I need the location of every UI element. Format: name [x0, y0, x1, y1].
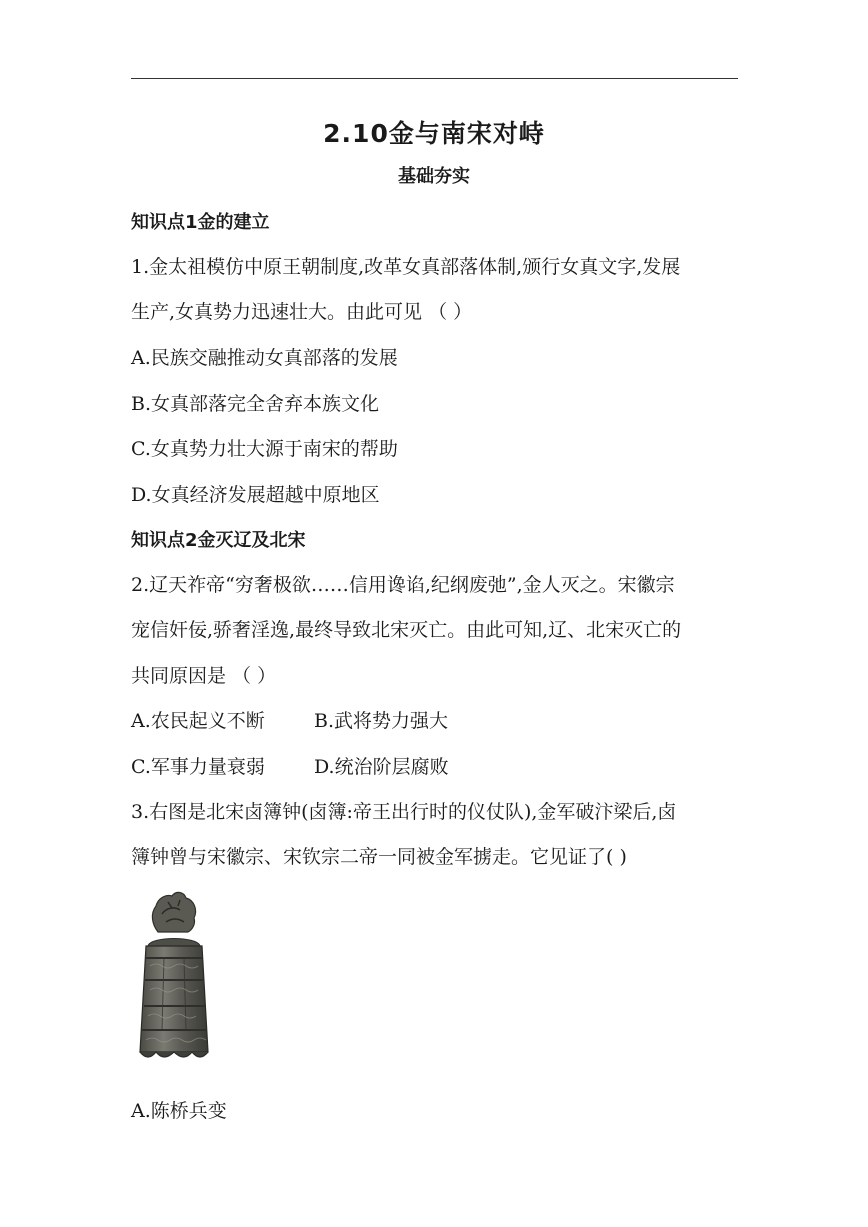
q1-stem-line1: 1.金太祖模仿中原王朝制度,改革女真部落体制,颁行女真文字,发展 — [131, 256, 681, 278]
q3-stem-line2: 簿钟曾与宋徽宗、宋钦宗二帝一同被金军掳走。它见证了( ) — [131, 846, 627, 868]
knowledge-point-1-heading: 知识点1金的建立 — [131, 212, 270, 233]
q1-option-b: B.女真部落完全舍弃本族文化 — [131, 393, 380, 415]
q3-stem-line1: 3.右图是北宋卤簿钟(卤簿:帝王出行时的仪仗队),金军破汴梁后,卤 — [131, 801, 677, 823]
q2-option-b: B.武将势力强大 — [314, 710, 449, 732]
q1-option-c: C.女真势力壮大源于南宋的帮助 — [131, 438, 398, 460]
section-title: 基础夯实 — [398, 166, 470, 187]
bronze-bell-image — [128, 884, 220, 1068]
q1-stem-line2: 生产,女真势力迅速壮大。由此可见 （ ） — [131, 301, 473, 323]
q2-stem-line3: 共同原因是 （ ） — [131, 665, 277, 687]
q2-stem-line2: 宠信奸佞,骄奢淫逸,最终导致北宋灭亡。由此可知,辽、北宋灭亡的 — [131, 619, 682, 641]
q2-option-d: D.统治阶层腐败 — [314, 756, 449, 778]
q1-option-a: A.民族交融推动女真部落的发展 — [131, 347, 398, 369]
knowledge-point-2-heading: 知识点2金灭辽及北宋 — [131, 530, 306, 551]
q3-option-a: A.陈桥兵变 — [131, 1100, 227, 1122]
q1-option-d: D.女真经济发展超越中原地区 — [131, 484, 380, 506]
header-rule — [131, 78, 738, 79]
q2-option-c: C.军事力量衰弱 — [131, 756, 265, 778]
q2-option-a: A.农民起义不断 — [131, 710, 265, 732]
q2-stem-line1: 2.辽天祚帝“穷奢极欲……信用谗谄,纪纲废弛”,金人灭之。宋徽宗 — [131, 574, 675, 596]
page-title: 2.10金与南宋对峙 — [323, 119, 545, 148]
